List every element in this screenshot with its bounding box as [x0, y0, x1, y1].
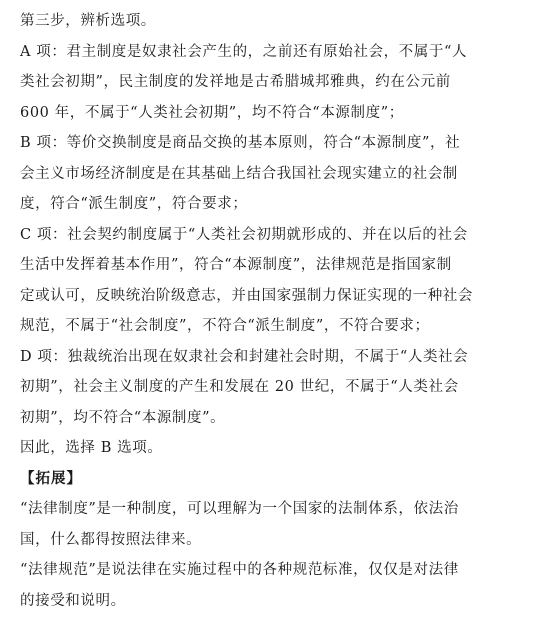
extension-2-line: “法律规范”是说法律在实施过程中的各种规范标准，仅仅是对法律: [20, 562, 459, 578]
option-a-line: 600 年，不属于“人类社会初期”，均不符合“本源制度”；: [20, 104, 404, 121]
document-body: [20, 6, 525, 616]
option-b-line: 会主义市场经济制度是在其基础上结合我国社会现实建立的社会制: [20, 165, 458, 182]
option-d-line: 初期”，均不符合“本源制度”。: [20, 409, 226, 426]
option-d-line: D 项：独裁统治出现在奴隶社会和封建社会时期，不属于“人类社会: [20, 348, 469, 365]
option-a-line: 类社会初期”，民主制度的发祥地是古希腊城邦雅典，约在公元前: [20, 74, 451, 90]
option-c-line: C 项：社会契约制度属于“人类社会初期就形成的、并在以后的社会: [20, 226, 468, 243]
option-a-paragraph: [20, 37, 525, 129]
extension-1-line: “法律制度”是一种制度，可以理解为一个国家的法制体系，依法治: [20, 501, 459, 517]
option-c-line: 规范，不属于“社会制度”，不符合“派生制度”，不符合要求；: [20, 318, 430, 334]
option-c-line: 定或认可，反映统治阶级意志，并由国家强制力保证实现的一种社会: [20, 287, 473, 304]
conclusion: 因此，选择 B 选项。: [20, 440, 163, 456]
extension-paragraph-2: [20, 555, 525, 616]
option-a-line: A 项：君主制度是奴隶社会产生的，之前还有原始社会，不属于“人: [20, 43, 468, 60]
option-d-line: 初期”，社会主义制度的产生和发展在 20 世纪，不属于“人类社会: [20, 379, 459, 395]
step-title: 第三步，辨析选项。: [20, 13, 156, 29]
option-b-line: B 项：等价交换制度是商品交换的基本原则，符合“本源制度”，社: [20, 135, 461, 151]
option-c-paragraph: [20, 220, 525, 342]
extension-paragraph-1: [20, 494, 525, 555]
extension-heading: 【拓展】: [20, 469, 82, 487]
option-c-line: 生活中发挥着基本作用”，符合“本源制度”，法律规范是指国家制: [20, 257, 452, 273]
extension-2-line: 的接受和说明。: [20, 592, 126, 609]
extension-1-line: 国，什么都得按照法律来。: [20, 531, 202, 548]
option-b-line: 度，符合“派生制度”，符合要求；: [20, 196, 248, 212]
option-d-paragraph: [20, 342, 525, 434]
option-b-paragraph: [20, 128, 525, 220]
